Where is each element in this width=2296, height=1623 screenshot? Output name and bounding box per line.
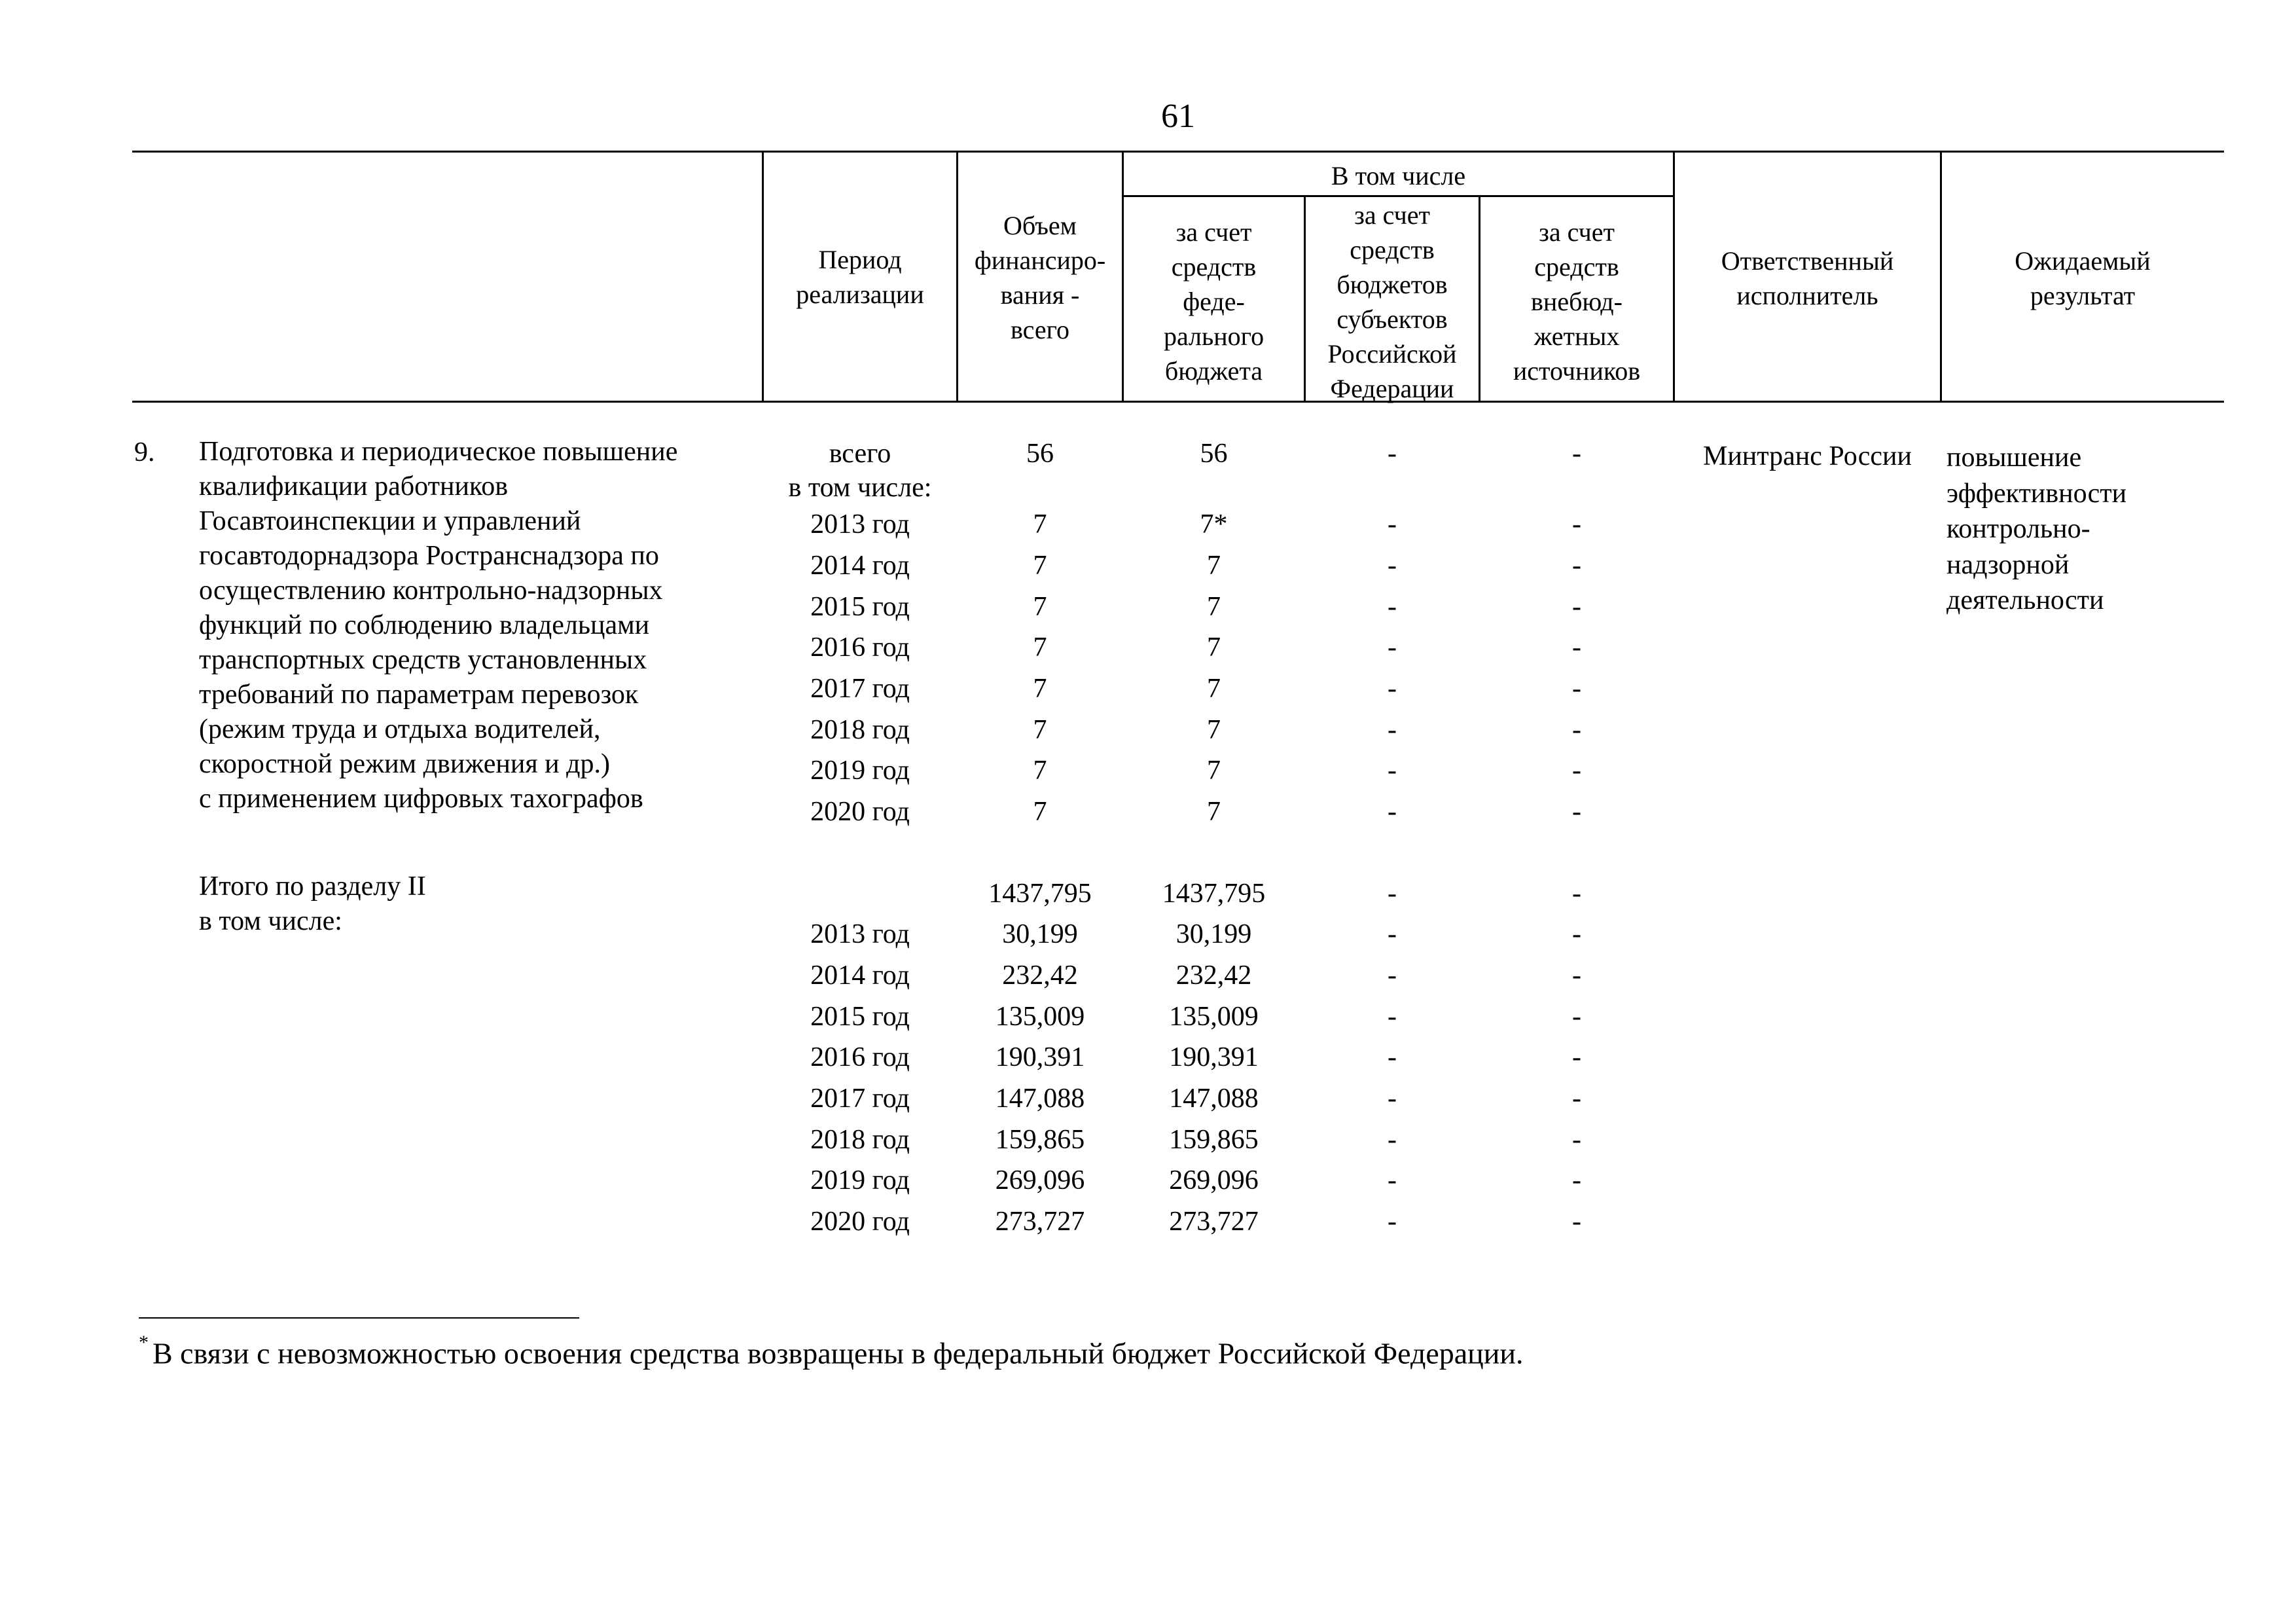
regional-cell: - xyxy=(1388,879,1397,909)
volume-cell: 147,088 xyxy=(995,1084,1085,1114)
federal-cell: 269,096 xyxy=(1169,1165,1259,1195)
header-period: Период реализации xyxy=(796,245,924,309)
extrabudget-cell: - xyxy=(1572,1125,1581,1155)
regional-cell: - xyxy=(1388,1002,1397,1032)
regional-cell: - xyxy=(1388,1125,1397,1155)
volume-cell: 7 xyxy=(1033,509,1047,539)
item-description: Подготовка и периодическое повышение квалификации работников Госавтоинспекции и управлений госавтодорнадзора Ространснадзора по осуществлению контрольно-надзорных функций по соблюдению владельцами транспортных средств установленных требований по параметрам перевозок (режим труда и отдыха водителей, скоростной режим движения и др.) с применением цифровых тахографов xyxy=(199,437,678,814)
extrabudget-cell: - xyxy=(1572,960,1581,991)
extrabudget-cell: - xyxy=(1572,1165,1581,1195)
footnote-marker: * xyxy=(139,1332,149,1353)
volume-cell: 1437,795 xyxy=(988,879,1092,909)
period-cell: 2018 год xyxy=(810,1125,910,1155)
period-cell: 2019 год xyxy=(810,756,910,786)
federal-cell: 7 xyxy=(1207,756,1221,786)
volume-cell: 159,865 xyxy=(995,1125,1085,1155)
page-number: 61 xyxy=(1161,98,1195,135)
volume-cell: 30,199 xyxy=(1002,919,1078,949)
header-bottom-rule xyxy=(132,401,2224,403)
executor: Минтранс России xyxy=(1702,441,1912,471)
extrabudget-cell: - xyxy=(1572,919,1581,949)
extrabudget-cell: - xyxy=(1572,1002,1581,1032)
regional-cell: - xyxy=(1388,674,1397,704)
federal-cell: 7 xyxy=(1207,715,1221,745)
regional-cell: - xyxy=(1388,960,1397,991)
regional-cell: - xyxy=(1388,632,1397,663)
footnote xyxy=(139,1332,1524,1370)
volume-cell: 7 xyxy=(1033,674,1047,704)
volume-cell: 7 xyxy=(1033,715,1047,745)
period-cell: 2016 год xyxy=(810,632,910,663)
group-rule xyxy=(1122,195,1674,197)
regional-cell: - xyxy=(1388,1084,1397,1114)
period-cell: 2013 год xyxy=(810,919,910,949)
period-cell: 2013 год xyxy=(810,509,910,539)
federal-cell: 1437,795 xyxy=(1162,879,1266,909)
period-cell: 2020 год xyxy=(810,1207,910,1237)
regional-cell: - xyxy=(1388,439,1397,469)
federal-cell: 7 xyxy=(1207,632,1221,663)
volume-cell: 232,42 xyxy=(1002,960,1078,991)
item-number: 9. xyxy=(134,437,155,467)
regional-cell: - xyxy=(1388,756,1397,786)
period-cell: 2020 год xyxy=(810,797,910,827)
period-cell: в том числе: xyxy=(788,473,932,503)
header-executor: Ответственный исполнитель xyxy=(1721,246,1894,310)
header-federal: за счет средств феде- рального бюджета xyxy=(1163,217,1265,386)
federal-cell: 147,088 xyxy=(1169,1084,1259,1114)
footnote-text: В связи с невозможностью освоения средства возвращены в федеральный бюджет Российской Федерации. xyxy=(152,1336,1524,1370)
regional-cell: - xyxy=(1388,797,1397,827)
header-group-label: В том числе xyxy=(1331,161,1466,191)
extrabudget-cell: - xyxy=(1572,797,1581,827)
header-regional: за счет средств бюджетов субъектов Российской Федерации xyxy=(1327,200,1457,403)
regional-cell: - xyxy=(1388,551,1397,581)
regional-cell: - xyxy=(1388,1165,1397,1195)
federal-cell: 7 xyxy=(1207,797,1221,827)
federal-cell: 7 xyxy=(1207,551,1221,581)
extrabudget-cell: - xyxy=(1572,632,1581,663)
period-cell: 2018 год xyxy=(810,715,910,745)
extrabudget-cell: - xyxy=(1572,1042,1581,1072)
extrabudget-cell: - xyxy=(1572,715,1581,745)
period-cell: 2015 год xyxy=(810,592,910,622)
volume-cell: 190,391 xyxy=(995,1042,1085,1072)
period-cell: 2019 год xyxy=(810,1165,910,1195)
extrabudget-cell: - xyxy=(1572,1084,1581,1114)
period-cell: 2014 год xyxy=(810,960,910,991)
footnote-rule xyxy=(139,1317,579,1319)
volume-cell: 269,096 xyxy=(995,1165,1085,1195)
regional-cell: - xyxy=(1388,1042,1397,1072)
header-result: Ожидаемый результат xyxy=(2015,246,2151,310)
period-cell: 2017 год xyxy=(810,1084,910,1114)
federal-cell: 7 xyxy=(1207,674,1221,704)
federal-cell: 135,009 xyxy=(1169,1002,1259,1032)
header-extrabudget: за счет средств внебюд- жетных источников xyxy=(1513,217,1641,386)
total-label: Итого по разделу II в том числе: xyxy=(199,871,426,936)
federal-cell: 273,727 xyxy=(1169,1207,1259,1237)
volume-cell: 56 xyxy=(1026,439,1054,469)
period-cell: 2017 год xyxy=(810,674,910,704)
volume-cell: 7 xyxy=(1033,632,1047,663)
period-cell: 2016 год xyxy=(810,1042,910,1072)
extrabudget-cell: - xyxy=(1572,551,1581,581)
volume-cell: 7 xyxy=(1033,797,1047,827)
federal-cell: 30,199 xyxy=(1175,919,1252,949)
federal-cell: 7* xyxy=(1200,509,1228,539)
volume-cell: 135,009 xyxy=(995,1002,1085,1032)
regional-cell: - xyxy=(1388,592,1397,622)
federal-cell: 190,391 xyxy=(1169,1042,1259,1072)
federal-cell: 159,865 xyxy=(1169,1125,1259,1155)
header-volume: Объем финансиро- вания - всего xyxy=(974,211,1106,344)
volume-cell: 7 xyxy=(1033,756,1047,786)
federal-cell: 7 xyxy=(1207,592,1221,622)
regional-cell: - xyxy=(1388,1207,1397,1237)
extrabudget-cell: - xyxy=(1572,439,1581,469)
extrabudget-cell: - xyxy=(1572,756,1581,786)
federal-cell: 232,42 xyxy=(1175,960,1252,991)
federal-cell: 56 xyxy=(1200,439,1228,469)
period-cell: 2014 год xyxy=(810,551,910,581)
expected-result: повышение эффективности контрольно- надзорной деятельности xyxy=(1946,443,2127,615)
period-cell: всего xyxy=(829,439,891,469)
extrabudget-cell: - xyxy=(1572,509,1581,539)
extrabudget-cell: - xyxy=(1572,1207,1581,1237)
regional-cell: - xyxy=(1388,919,1397,949)
volume-cell: 7 xyxy=(1033,592,1047,622)
period-cell: 2015 год xyxy=(810,1002,910,1032)
volume-cell: 7 xyxy=(1033,551,1047,581)
volume-cell: 273,727 xyxy=(995,1207,1085,1237)
regional-cell: - xyxy=(1388,715,1397,745)
extrabudget-cell: - xyxy=(1572,592,1581,622)
regional-cell: - xyxy=(1388,509,1397,539)
header-top-rule xyxy=(132,151,2224,153)
extrabudget-cell: - xyxy=(1572,879,1581,909)
extrabudget-cell: - xyxy=(1572,674,1581,704)
